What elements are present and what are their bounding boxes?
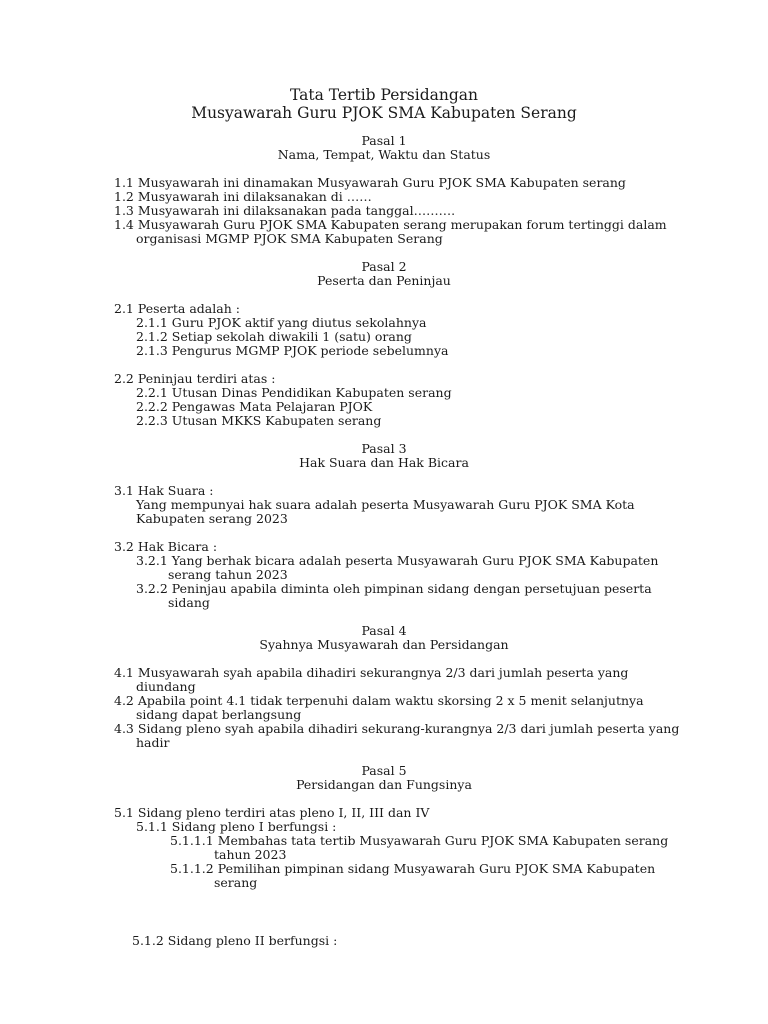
- pasal-1-heading: Pasal 1: [361, 133, 407, 148]
- item-number: 4.1: [114, 665, 134, 680]
- item-number: 3.1: [114, 483, 134, 498]
- item-text: Peninjau apabila diminta oleh pimpinan sidang dengan persetujuan peserta: [171, 581, 652, 596]
- item-number: 2.1.2: [136, 329, 168, 344]
- item-continuation: serang: [214, 875, 258, 890]
- subsection-heading: [136, 820, 336, 834]
- item-continuation: serang tahun 2023: [168, 567, 288, 582]
- list-item: [136, 554, 658, 568]
- list-item: [114, 694, 644, 708]
- item-number: 5.1.1: [136, 819, 168, 834]
- item-number: 2.2.2: [136, 399, 168, 414]
- item-text: Pengurus MGMP PJOK periode sebelumnya: [171, 343, 449, 358]
- item-text: Membahas tata tertib Musyawarah Guru PJOK SMA Kabupaten serang: [217, 833, 669, 848]
- pasal-1-subheading: Nama, Tempat, Waktu dan Status: [277, 147, 491, 162]
- paragraph-line: Kabupaten serang 2023: [136, 511, 288, 526]
- item-text: Utusan MKKS Kabupaten serang: [171, 413, 382, 428]
- item-number: 1.3: [114, 203, 134, 218]
- item-number: 1.4: [114, 217, 134, 232]
- item-text: Hak Suara :: [137, 483, 214, 498]
- item-number: 5.1.1.1: [170, 833, 214, 848]
- item-number: 4.2: [114, 693, 134, 708]
- list-item: [136, 316, 427, 330]
- list-item: [136, 344, 448, 358]
- item-continuation: diundang: [136, 679, 196, 694]
- list-item: [170, 834, 668, 848]
- document-title: Tata Tertib Persidangan: [289, 86, 479, 104]
- list-item: [136, 414, 381, 428]
- pasal-4-subheading: Syahnya Musyawarah dan Persidangan: [259, 637, 509, 652]
- pasal-3-heading: Pasal 3: [361, 441, 407, 456]
- section-heading: [114, 302, 240, 316]
- list-item: [114, 722, 679, 736]
- pasal-4-heading: Pasal 4: [361, 623, 407, 638]
- section-heading: [114, 806, 429, 820]
- item-number: 5.1: [114, 805, 134, 820]
- list-item: [170, 862, 655, 876]
- item-text: Musyawarah ini dinamakan Musyawarah Guru PJOK SMA Kabupaten serang: [137, 175, 626, 190]
- item-text: Pengawas Mata Pelajaran PJOK: [171, 399, 373, 414]
- item-number: 2.2.1: [136, 385, 168, 400]
- item-number: 5.1.2: [132, 933, 164, 948]
- pasal-3-subheading: Hak Suara dan Hak Bicara: [299, 455, 469, 470]
- item-number: 1.2: [114, 189, 134, 204]
- pasal-2-subheading: Peserta dan Peninjau: [317, 273, 451, 288]
- pasal-2-heading: Pasal 2: [361, 259, 407, 274]
- item-number: 2.2: [114, 371, 134, 386]
- item-number: 2.1: [114, 301, 134, 316]
- pasal-5-subheading: Persidangan dan Fungsinya: [296, 777, 472, 792]
- item-text: Hak Bicara :: [137, 539, 218, 554]
- item-text: Guru PJOK aktif yang diutus sekolahnya: [171, 315, 427, 330]
- list-item: [114, 176, 626, 190]
- item-number: 3.2.2: [136, 581, 168, 596]
- item-text: Musyawarah Guru PJOK SMA Kabupaten serang merupakan forum tertinggi dalam: [137, 217, 667, 232]
- item-number: 3.2.1: [136, 553, 168, 568]
- item-number: 2.2.3: [136, 413, 168, 428]
- section-heading: [114, 540, 217, 554]
- item-text: Pemilihan pimpinan sidang Musyawarah Guru PJOK SMA Kabupaten: [217, 861, 656, 876]
- list-item: [114, 204, 455, 218]
- section-heading: [114, 372, 275, 386]
- item-text: Sidang pleno I berfungsi :: [171, 819, 337, 834]
- pasal-5-heading: Pasal 5: [361, 763, 407, 778]
- item-text: Musyawarah syah apabila dihadiri sekurangnya 2/3 dari jumlah peserta yang: [137, 665, 629, 680]
- item-text: Setiap sekolah diwakili 1 (satu) orang: [171, 329, 412, 344]
- item-text: Musyawarah ini dilaksanakan pada tanggal……….: [137, 203, 456, 218]
- list-item: [136, 386, 452, 400]
- item-text: Yang berhak bicara adalah peserta Musyawarah Guru PJOK SMA Kabupaten: [171, 553, 659, 568]
- item-text: Apabila point 4.1 tidak terpenuhi dalam waktu skorsing 2 x 5 menit selanjutnya: [137, 693, 644, 708]
- document-subtitle: Musyawarah Guru PJOK SMA Kabupaten Serang: [191, 104, 577, 122]
- item-text: Peninjau terdiri atas :: [137, 371, 276, 386]
- item-number: 5.1.1.2: [170, 861, 214, 876]
- item-number: 3.2: [114, 539, 134, 554]
- list-item: [114, 666, 628, 680]
- subsection-heading: [132, 934, 337, 948]
- item-number: 1.1: [114, 175, 134, 190]
- item-continuation: tahun 2023: [214, 847, 287, 862]
- item-number: 2.1.1: [136, 315, 168, 330]
- list-item: [136, 400, 372, 414]
- section-heading: [114, 484, 213, 498]
- list-item: [136, 330, 412, 344]
- item-number: 4.3: [114, 721, 134, 736]
- item-text: Sidang pleno terdiri atas pleno I, II, III dan IV: [137, 805, 430, 820]
- item-text: Musyawarah ini dilaksanakan di ……: [137, 189, 372, 204]
- item-text: Peserta adalah :: [137, 301, 240, 316]
- list-item: [114, 190, 372, 204]
- item-continuation: sidang dapat berlangsung: [136, 707, 302, 722]
- item-text: Sidang pleno II berfungsi :: [167, 933, 338, 948]
- list-item: [136, 582, 652, 596]
- item-text: Sidang pleno syah apabila dihadiri sekurang-kurangnya 2/3 dari jumlah peserta yang: [137, 721, 680, 736]
- item-continuation: sidang: [168, 595, 210, 610]
- list-item: [114, 218, 667, 232]
- paragraph-line: Yang mempunyai hak suara adalah peserta Musyawarah Guru PJOK SMA Kota: [136, 497, 635, 512]
- item-number: 2.1.3: [136, 343, 168, 358]
- item-continuation: hadir: [136, 735, 170, 750]
- item-text: Utusan Dinas Pendidikan Kabupaten serang: [171, 385, 452, 400]
- item-continuation: organisasi MGMP PJOK SMA Kabupaten Serang: [136, 231, 443, 246]
